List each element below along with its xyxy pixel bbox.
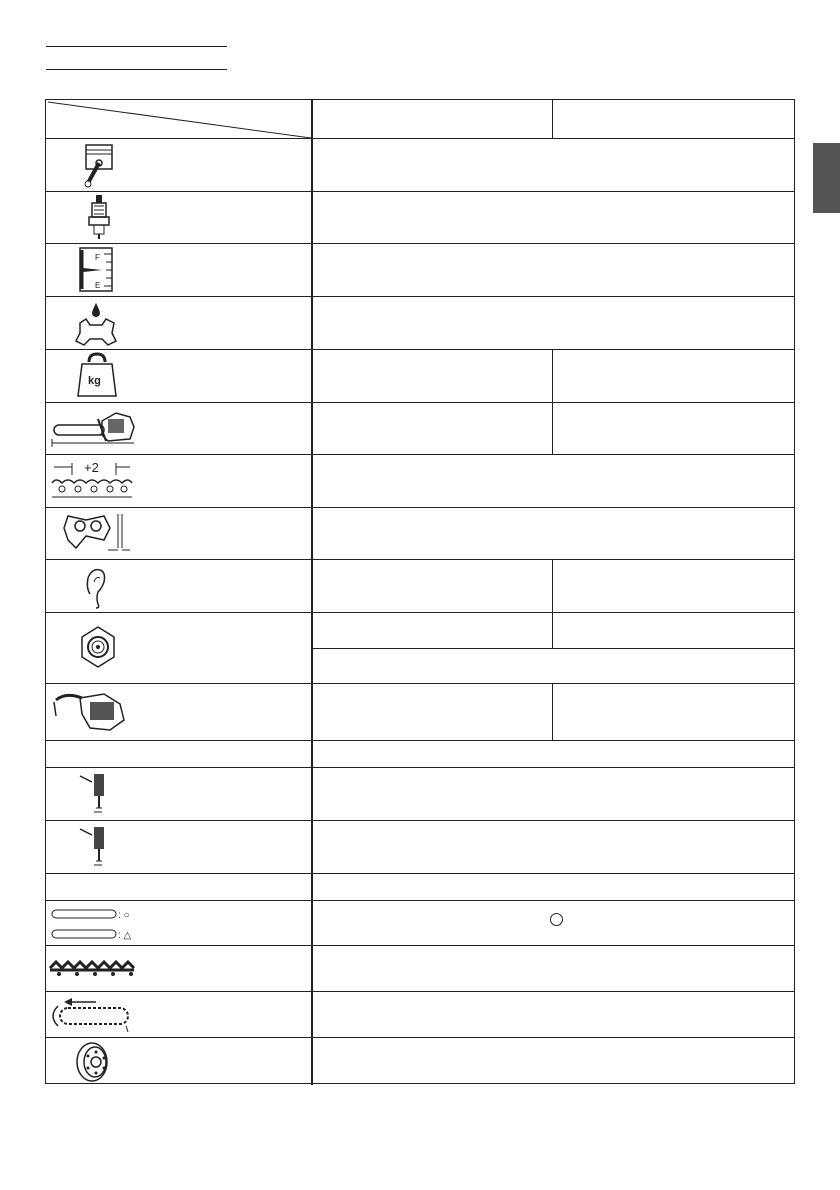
table-row [46, 192, 794, 244]
table-row [46, 297, 794, 350]
chain-gauge-icon [46, 508, 311, 559]
guide-bar-options-icon [46, 901, 311, 945]
piston-displacement-icon [46, 139, 311, 191]
chain-pitch-icon [46, 455, 311, 507]
table-row [46, 244, 794, 297]
fuel-tank-gauge-icon [46, 244, 311, 296]
weight-unit-label: kg [88, 375, 101, 387]
fuel-empty-label: E [95, 281, 101, 290]
table-row [46, 901, 794, 946]
table-row [46, 992, 794, 1038]
table-row [46, 684, 794, 741]
sprocket-icon [46, 1038, 311, 1084]
table-row [46, 613, 794, 684]
ear-noise-icon [46, 560, 311, 612]
diagonal-line-icon [46, 100, 311, 138]
heading-underline-1 [46, 46, 227, 47]
saw-chain-icon [46, 946, 311, 991]
hex-nut-icon [46, 613, 311, 683]
chain-oil-icon [46, 297, 311, 349]
chain-direction-icon [46, 992, 311, 1037]
table-row [46, 741, 794, 768]
chain-pitch-label: +2 [84, 460, 99, 475]
table-header-row [46, 100, 794, 139]
header-corner-cell [46, 100, 313, 138]
carburetor-low-speed-icon [46, 768, 311, 820]
spark-plug-icon [46, 192, 311, 243]
header-model-2 [553, 100, 794, 138]
heading-underline-2 [46, 69, 227, 70]
fuel-full-label: F [95, 253, 100, 262]
table-row [46, 1038, 794, 1085]
header-model-1 [313, 100, 553, 138]
table-row [46, 768, 794, 821]
carburetor-high-speed-icon [46, 821, 311, 873]
table-row [46, 946, 794, 992]
chainsaw-vibration-icon [46, 684, 311, 740]
bar-option-2-label: : △ [118, 930, 132, 941]
table-row [46, 508, 794, 560]
table-row [46, 455, 794, 508]
table-row [46, 874, 794, 901]
weight-kg-icon [46, 350, 311, 402]
table-row [46, 139, 794, 192]
section-tab-marker [813, 143, 840, 213]
table-row [46, 560, 794, 613]
specification-table [45, 99, 795, 1084]
table-row [46, 821, 794, 874]
table-row [46, 403, 794, 455]
table-row [46, 350, 794, 403]
bar-option-1-label: : ○ [118, 910, 130, 921]
circle-mark-icon [550, 913, 563, 926]
chainsaw-length-icon [46, 403, 311, 454]
